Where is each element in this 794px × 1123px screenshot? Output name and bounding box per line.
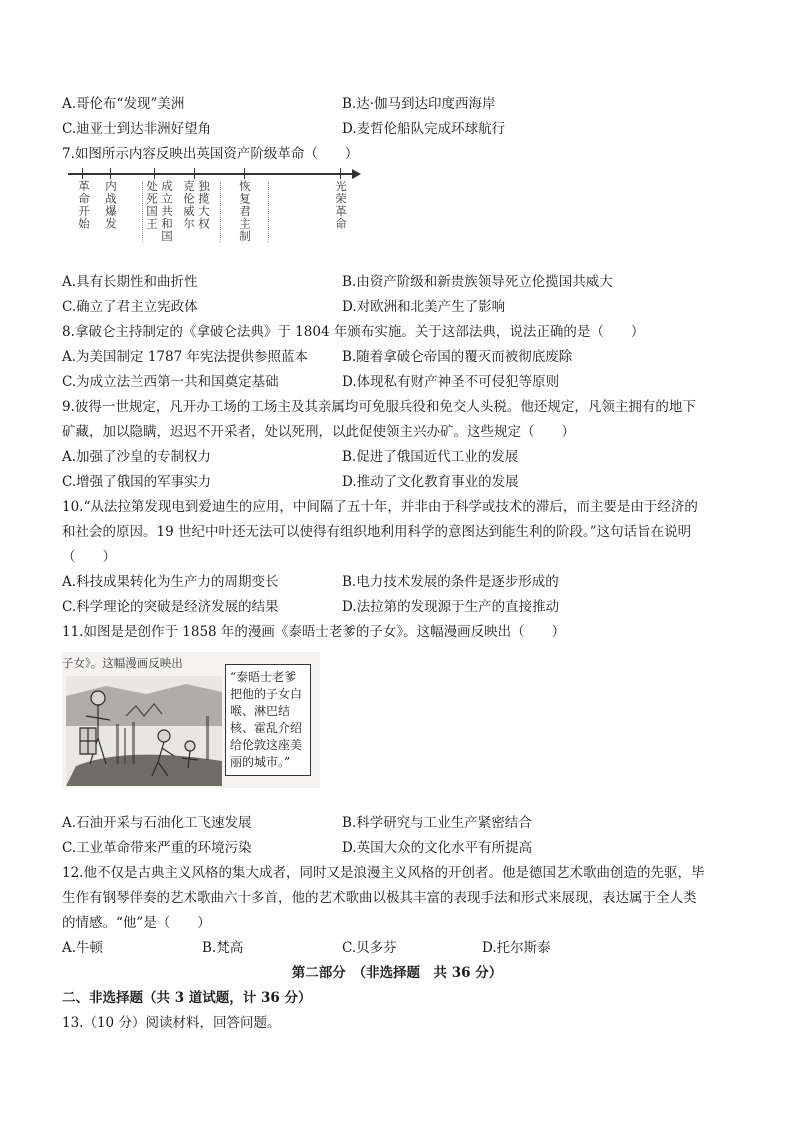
q8-option-a[interactable]: A.为美国制定 1787 年宪法提供参照蓝本 <box>62 349 308 365</box>
q11-option-a[interactable]: A.石油开采与石油化工飞速发展 <box>62 815 252 831</box>
q7-stem: 7.如图所示内容反映出英国资产阶级革命（ ） <box>62 146 359 162</box>
timeline-tick <box>110 168 111 179</box>
timeline-tick <box>244 168 245 179</box>
q12-stem-line-3: 的情感。“他”是（ ） <box>62 915 211 931</box>
q12-option-a[interactable]: A.牛顿 <box>62 940 104 956</box>
q9-option-d[interactable]: D.推动了文化教育事业的发展 <box>342 474 519 490</box>
part2-section-heading: 二、非选择题（共 3 道试题，计 36 分） <box>62 990 312 1006</box>
q9-option-a[interactable]: A.加强了沙皇的专制权力 <box>62 449 212 465</box>
q12-option-b[interactable]: B.梵高 <box>202 940 244 956</box>
timeline-tick <box>194 168 195 179</box>
q10-stem-line-3: （ ） <box>62 549 116 565</box>
q11-cartoon-figure <box>62 652 320 788</box>
q10-option-d[interactable]: D.法拉第的发现源于生产的直接推动 <box>342 599 560 615</box>
q9-option-c[interactable]: C.增强了俄国的军事实力 <box>62 474 212 490</box>
cartoon-illustration-icon <box>66 676 222 786</box>
timeline-label: 恢复君主制 <box>238 180 252 243</box>
q7-timeline-figure <box>68 164 362 262</box>
q6-option-a[interactable]: A.哥伦布“发现”美洲 <box>62 96 185 112</box>
q10-option-c[interactable]: C.科学理论的突破是经济发展的结果 <box>62 599 279 615</box>
timeline-label: 光荣革命 <box>334 180 348 230</box>
q9-option-b[interactable]: B.促进了俄国近代工业的发展 <box>342 449 519 465</box>
q11-option-d[interactable]: D.英国大众的文化水平有所提高 <box>342 840 533 856</box>
q7-option-a[interactable]: A.具有长期性和曲折性 <box>62 274 198 290</box>
timeline-guide <box>220 182 221 242</box>
cartoon-caption: 子女》。这幅漫画反映出 <box>62 656 183 670</box>
q7-option-d[interactable]: D.对欧洲和北美产生了影响 <box>342 299 506 315</box>
timeline-tick <box>154 168 155 179</box>
q8-option-b[interactable]: B.随着拿破仑帝国的覆灭而被彻底废除 <box>342 349 573 365</box>
q8-option-c[interactable]: C.为成立法兰西第一共和国奠定基础 <box>62 374 279 390</box>
timeline-tick <box>82 168 83 179</box>
q8-option-d[interactable]: D.体现私有财产神圣不可侵犯等原则 <box>342 374 560 390</box>
timeline-label: 内战爆发 <box>104 180 118 230</box>
q11-stem: 11.如图是是创作于 1858 年的漫画《泰晤士老爹的子女》。这幅漫画反映出（ ） <box>62 624 566 640</box>
q10-stem-line-1: 10.“从法拉第发现电到爱迪生的应用，中间隔了五十年，并非由于科学或技术的滞后，而主要是由于经济的 <box>62 499 698 515</box>
cartoon-speech-box: “泰晤士老爹把他的子女白喉、淋巴结核、霍乱介绍给伦敦这座美丽的城市。” <box>225 664 311 776</box>
q12-option-c[interactable]: C.贝多芬 <box>342 940 397 956</box>
q6-option-d[interactable]: D.麦哲伦船队完成环球航行 <box>342 121 506 137</box>
q6-option-c[interactable]: C.迪亚士到达非洲好望角 <box>62 121 212 137</box>
q7-option-c[interactable]: C.确立了君主立宪政体 <box>62 299 198 315</box>
timeline-guide <box>268 182 269 242</box>
part2-title: 第二部分 （非选择题 共 36 分） <box>291 965 503 981</box>
timeline-guide <box>142 182 143 242</box>
q11-option-b[interactable]: B.科学研究与工业生产紧密结合 <box>342 815 532 831</box>
timeline-label: 独揽大权 <box>197 180 211 230</box>
q13-stem: 13.（10 分）阅读材料，回答问题。 <box>62 1015 281 1031</box>
timeline-label: 成立共和国 <box>160 180 174 243</box>
q12-stem-line-2: 生作有钢琴伴奏的艺术歌曲六十多首，他的艺术歌曲以极其丰富的表现手法和形式来展现，表达属于全人类 <box>62 890 697 906</box>
q10-option-a[interactable]: A.科技成果转化为生产力的周期变长 <box>62 574 279 590</box>
timeline-label: 处死国王 <box>145 180 159 230</box>
timeline-label: 革命开始 <box>77 180 91 230</box>
q9-stem-line-1: 9.彼得一世规定，凡开办工场的工场主及其亲属均可免服兵役和免交人头税。他还规定，凡领主拥有的地下 <box>62 399 696 415</box>
q11-option-c[interactable]: C.工业革命带来严重的环境污染 <box>62 840 252 856</box>
q6-option-b[interactable]: B.达·伽马到达印度西海岸 <box>342 96 496 112</box>
timeline-label: 克伦威尔 <box>182 180 196 230</box>
q10-option-b[interactable]: B.电力技术发展的条件是逐步形成的 <box>342 574 559 590</box>
timeline-arrow-icon <box>352 169 361 179</box>
q10-stem-line-2: 和社会的原因。19 世纪中叶还无法可以使得有组织地利用科学的意图达到能生利的阶段。”这句话旨在说明 <box>62 524 692 540</box>
q9-stem-line-2: 矿藏，加以隐瞒，迟迟不开采者，处以死刑，以此促使领主兴办矿。这些规定（ ） <box>62 424 575 440</box>
timeline-tick <box>340 168 341 179</box>
q12-stem-line-1: 12.他不仅是古典主义风格的集大成者，同时又是浪漫主义风格的开创者。他是德国艺术歌曲创造的先驱，毕 <box>62 865 705 881</box>
q7-option-b[interactable]: B.由资产阶级和新贵族领导死立伦揽国共威大 <box>342 274 613 290</box>
q12-option-d[interactable]: D.托尔斯泰 <box>482 940 551 956</box>
q8-stem: 8.拿破仑主持制定的《拿破仑法典》于 1804 年颁布实施。关于这部法典，说法正确的是（ ） <box>62 324 645 340</box>
